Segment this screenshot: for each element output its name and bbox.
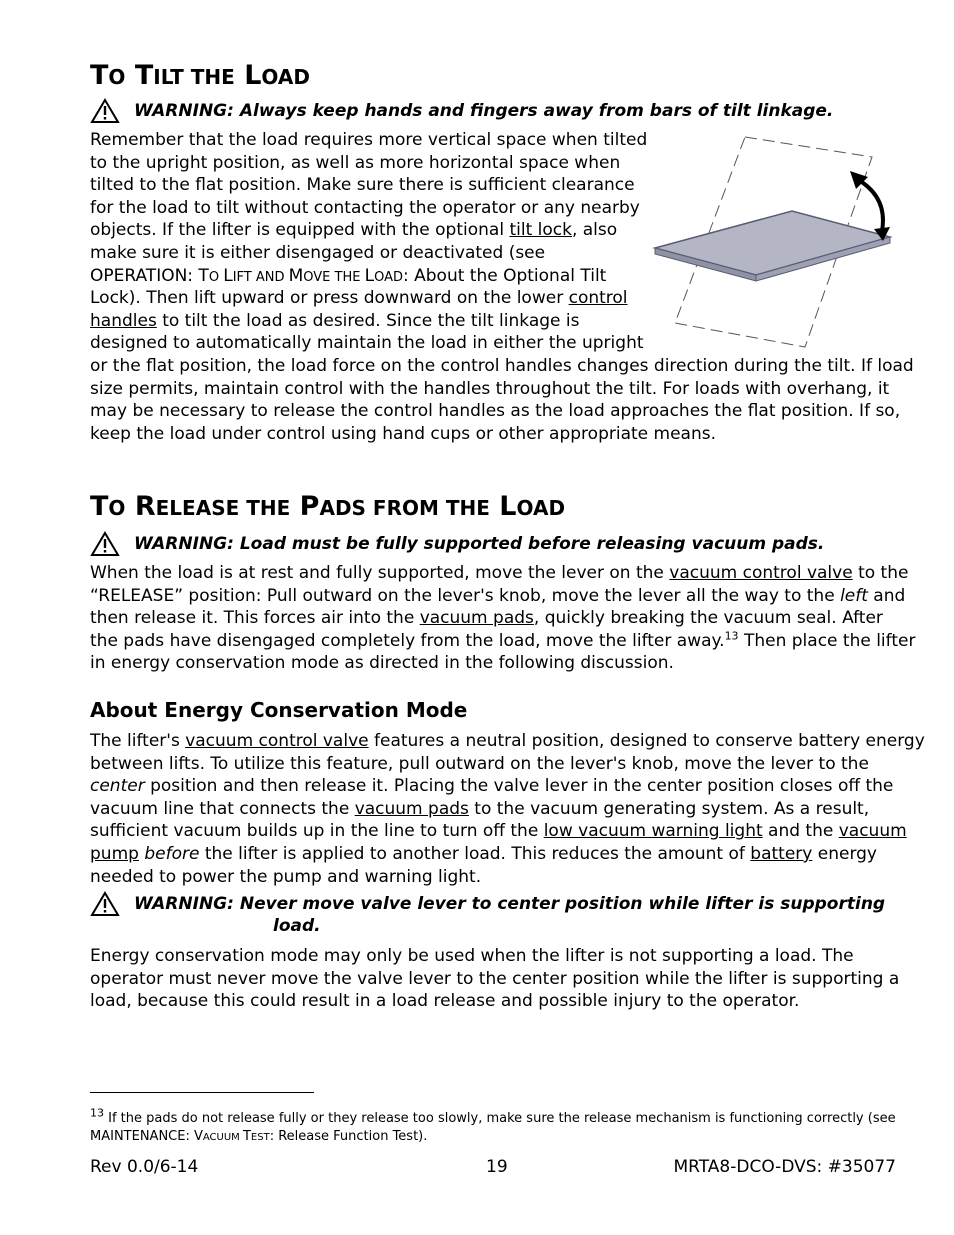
- footer-revision: Rev 0.0/6-14: [90, 1157, 199, 1177]
- energy-warning-paragraph: Energy conservation mode may only be used when the lifter is not supporting a load. The operator must never move the valve lever to the center position while the lifter is supporting a load, because this could result in a load release and possible injury to the operator.: [90, 946, 900, 1012]
- vacuum-pads-link[interactable]: vacuum pads: [354, 798, 469, 819]
- energy-heading: About Energy Conservation Mode: [90, 698, 468, 722]
- footnote-number: 13: [90, 1106, 104, 1120]
- release-paragraph: When the load is at rest and fully supported, move the lever on the vacuum control valve to the “RELEASE” position: Pull outward on the lever's knob, move the lever all the way to the left and then release it. This forces air into the vacuum pads, quickly breaking the vacuum seal. After the pads have disengaged completely from the load, move the lifter away.$^{13}$ Then place the lifter in energy conservation mode as directed in the following discussion.: [90, 563, 916, 674]
- warning-text: WARNING: Never move valve lever to center position while lifter is supporting: [134, 894, 886, 914]
- tilt-paragraph: Remember that the load requires more vertical space when tilted to the upright position, as well as more horizontal space when tilted to the flat position. Make sure there is sufficient clearance for the load to tilt without contacting the operator or any nearby objects. If the lifter is equipped with the optional tilt lock, also make sure it is either disengaged or deactivated (see OPERATION: TO LIFT AND MOVE THE LOAD: About the Optional Tilt Lock). Then lift upward or press downward on the lower control handles to tilt the load as desired. Since the tilt linkage is designed to automatically maintain the load in either the upright or the flat position, the load force on the control handles changes direction during the tilt. If load size permits, maintain control with the handles throughout the tilt. For loads with overhang, it may be necessary to release the control handles as the load approaches the flat position. If so, keep the load under control using hand cups or other appropriate means.: [90, 130, 914, 444]
- footer-document-id: MRTA8-DCO-DVS: #35077: [673, 1157, 896, 1177]
- warning-energy-cont: load.: [273, 916, 321, 936]
- section-title-release: TO RELEASE THE PADS FROM THE LOAD: [90, 491, 566, 522]
- footnote-separator: [90, 1092, 314, 1093]
- warning-text: WARNING: Load must be fully supported before releasing vacuum pads.: [134, 534, 825, 554]
- vacuum-pump-link-cont[interactable]: pump: [90, 843, 139, 864]
- warning-triangle-icon: [90, 891, 120, 917]
- vacuum-control-valve-link[interactable]: vacuum control valve: [669, 563, 853, 583]
- vacuum-pump-link[interactable]: vacuum: [838, 821, 907, 842]
- warning-triangle-icon: [90, 98, 120, 124]
- warning-triangle-icon: [90, 531, 120, 557]
- tilt-lock-link[interactable]: tilt lock: [509, 220, 572, 241]
- energy-paragraph: The lifter's vacuum control valve features a neutral position, designed to conserve battery energy between lifts. To utilize this feature, pull outward on the lever's knob, move the lever to the center position and then release it. Placing the valve lever in the center position closes off the vacuum line that connects the vacuum pads to the vacuum generating system. As a result, sufficient vacuum builds up in the line to turn off the low vacuum warning light and the vacuum pump before the lifter is applied to another load. This reduces the amount of battery energy needed to power the pump and warning light.: [90, 731, 925, 887]
- battery-link[interactable]: battery: [750, 843, 813, 864]
- vacuum-control-valve-link[interactable]: vacuum control valve: [185, 731, 369, 751]
- warning-text: WARNING: Always keep hands and fingers away from bars of tilt linkage.: [134, 101, 834, 121]
- low-vacuum-warning-light-link[interactable]: low vacuum warning light: [543, 821, 763, 842]
- control-handles-link[interactable]: control: [568, 288, 628, 309]
- footnote: $^{13}$ If the pads do not release fully or they release too slowly, make sure the release mechanism is functioning correctly (see MAINTENANCE: VACUUM TEST: Release Function Test).: [90, 1106, 896, 1144]
- footnote-ref[interactable]: 13: [724, 629, 739, 643]
- footer-page-number: 19: [486, 1157, 508, 1177]
- vacuum-pads-link[interactable]: vacuum pads: [419, 608, 534, 629]
- section-title-tilt: TO TILT THE LOAD: [90, 60, 310, 91]
- control-handles-link-cont[interactable]: handles: [90, 310, 157, 331]
